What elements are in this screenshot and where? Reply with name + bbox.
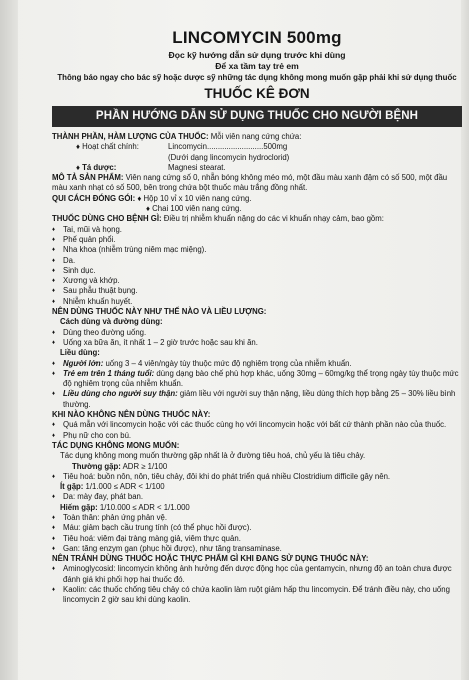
side-effects-intro: Tác dụng không mong muốn thường gặp nhất là ở đường tiêu hoá, chủ yếu là tiêu chảy. [60, 451, 366, 461]
bullet-icon: ♦ [52, 360, 56, 367]
composition-section [52, 132, 462, 173]
page-right-edge [461, 0, 469, 680]
page-left-edge [0, 0, 18, 680]
adult-dose-item [52, 359, 462, 369]
active-note: (Dưới dạng lincomycin hydroclorid) [168, 152, 290, 162]
bullet-icon: ♦ [52, 514, 56, 521]
bullet-icon: ♦ [52, 535, 56, 542]
dosage-heading: NÊN DÙNG THUỐC NÀY NHƯ THẾ NÀO VÀ LIỀU LƯỢNG: [52, 307, 267, 317]
list-item: ♦ Tai, mũi và họng. [52, 224, 122, 234]
bullet-icon: ♦ [76, 142, 83, 152]
active-label: Hoạt chất chính: [82, 142, 139, 152]
renal-text: giảm liều với người suy thận nặng, liều dùng thích hợp bằng 25 – 30% liều bình thường. [63, 389, 456, 409]
uncommon-value: 1/1.000 ≤ ADR < 1/100 [83, 482, 165, 492]
active-ingredient-row [52, 142, 462, 163]
bullet-icon: ♦ [52, 566, 56, 573]
bullet-icon: ♦ [52, 257, 56, 264]
prescription-label: THUỐC KÊ ĐƠN [204, 86, 310, 101]
bullet-icon: ♦ [52, 391, 56, 398]
common-value: ADR ≥ 1/100 [120, 461, 168, 471]
bullet-icon: ♦ [52, 247, 56, 254]
list-item: ♦ Aminoglycosid: lincomycin không ảnh hưởng đến dược động học của gentamycin, nhưng độ an toàn chưa được đánh giá khi phối hợp hai thuốc đó. [52, 564, 452, 584]
list-item: ♦ Nhiễm khuẩn huyết. [52, 296, 133, 306]
report-side-effects-line: Thông báo ngay cho bác sỹ hoặc dược sỹ những tác dụng không mong muốn gặp phải khi sử dụng thuốc [57, 73, 457, 82]
list-item: ♦ Kaolin: các thuốc chống tiêu chảy có chứa kaolin làm ruột giảm hấp thu lincomycin. Để tránh điều này, cho uống lincomycin 2 giờ sau khi dùng kaolin. [52, 585, 450, 605]
bullet-icon: ♦ [52, 288, 56, 295]
side-effects-section [52, 441, 462, 554]
list-item: ♦ Sinh dục. [52, 265, 96, 275]
list-item: ♦ Gan: tăng enzym gan (phục hồi được), như tăng transaminase. [52, 543, 282, 553]
list-item: ♦ Tiêu hoá: viêm đại tràng màng giả, viêm thực quản. [52, 533, 241, 543]
bullet-icon: ♦ [52, 525, 56, 532]
packaging-heading: QUI CÁCH ĐÓNG GÓI: [52, 193, 136, 203]
list-item: ♦ Sau phẫu thuật bụng. [52, 286, 138, 296]
excipient-row [52, 163, 462, 173]
bullet-icon: ♦ [52, 494, 56, 501]
contraindications-heading: KHI NÀO KHÔNG NÊN DÙNG THUỐC NÀY: [52, 410, 211, 420]
bullet-icon: ♦ [52, 422, 56, 429]
list-item: ♦ Xương và khớp. [52, 276, 120, 286]
excipient-value: Magnesi stearat. [168, 162, 226, 172]
excipient-label: Tá dược: [82, 162, 117, 172]
child-label: Trẻ em trên 1 tháng tuổi: [63, 368, 155, 378]
dose-heading: Liều dùng: [60, 348, 100, 358]
interactions-heading: NÊN TRÁNH DÙNG THUỐC HOẶC THỰC PHẨM GÌ KHI ĐANG SỬ DỤNG THUỐC NÀY: [52, 554, 369, 564]
list-item: ♦ Tiêu hoá: buồn nôn, nôn, tiêu chảy, đôi khi do phát triển quá nhiều Clostridium difficile gây nên. [52, 471, 391, 481]
composition-text: Mỗi viên nang cứng chứa: [208, 132, 302, 141]
bullet-icon: ♦ [137, 193, 142, 203]
indications-text: Điều trị nhiễm khuẩn nặng do các vi khuẩn nhạy cảm, bao gồm: [161, 214, 384, 224]
read-instructions-line: Đọc kỹ hướng dẫn sử dụng trước khi dùng [168, 50, 346, 60]
bullet-icon: ♦ [52, 587, 56, 594]
adult-text: uống 3 – 4 viên/ngày tùy thuộc mức độ nghiêm trọng của nhiễm khuẩn. [103, 358, 352, 368]
bullet-icon: ♦ [52, 473, 56, 480]
bullet-icon: ♦ [76, 162, 83, 172]
contraindications-section [52, 410, 462, 441]
interactions-section [52, 554, 462, 605]
list-item: ♦ Toàn thân: phản ứng phản vệ. [52, 512, 168, 522]
bullet-icon: ♦ [52, 370, 56, 377]
bullet-icon: ♦ [52, 236, 56, 243]
packaging-item: Chai 100 viên nang cứng. [152, 204, 242, 214]
packaging-section [52, 194, 462, 215]
bullet-icon: ♦ [52, 267, 56, 274]
active-value: Lincomycin..........................500mg [168, 142, 288, 152]
patient-guide-banner: PHẦN HƯỚNG DẪN SỬ DỤNG THUỐC CHO NGƯỜI BỆNH [52, 106, 462, 127]
keep-away-line: Để xa tầm tay trẻ em [215, 61, 299, 71]
description-section [52, 173, 462, 194]
uncommon-label: Ít gặp: [60, 482, 84, 492]
renal-label: Liều dùng cho người suy thận: [63, 389, 178, 399]
bullet-icon: ♦ [52, 298, 56, 305]
rare-label: Hiếm gặp: [60, 502, 98, 512]
indications-section [52, 214, 462, 307]
child-text: dùng dạng bào chế phù hợp khác, uống 30mg – 60mg/kg thể trọng ngày tùy thuộc mức độ nghiêm trọng của nhiễm khuẩn. [63, 368, 459, 389]
list-item: ♦ Da: mày đay, phát ban. [52, 492, 144, 502]
list-item: ♦ Uống xa bữa ăn, ít nhất 1 – 2 giờ trước hoặc sau khi ăn. [52, 337, 258, 347]
list-item: ♦ Dùng theo đường uống. [52, 327, 147, 337]
composition-heading: THÀNH PHẦN, HÀM LƯỢNG CỦA THUỐC: [52, 132, 209, 141]
description-text: Viên nang cứng số 0, nhẵn bóng không méo mó, một đầu màu xanh đậm có số 500, một đầu màu xanh nhạt có số 500, bên trong chứa bột thuốc màu trắng đồng nhất. [52, 173, 448, 193]
list-item: ♦ Da. [52, 255, 76, 265]
leaflet-content [52, 28, 462, 606]
child-dose-item [52, 369, 462, 390]
list-item: ♦ Quá mẫn với lincomycin hoặc với các thuốc cùng họ với lincomycin hoặc với bất cứ thành phần nào của thuốc. [52, 420, 447, 430]
bullet-icon: ♦ [52, 545, 56, 552]
list-item: ♦ Phế quản phổi. [52, 234, 116, 244]
side-effects-heading: TÁC DỤNG KHÔNG MONG MUỐN: [52, 440, 180, 450]
renal-dose-item [52, 389, 462, 410]
bullet-icon: ♦ [52, 226, 56, 233]
adult-label: Người lớn: [63, 358, 104, 368]
description-heading: MÔ TẢ SẢN PHẨM: [52, 173, 124, 183]
bullet-icon: ♦ [52, 432, 56, 439]
dosage-section [52, 307, 462, 410]
bullet-icon: ♦ [52, 329, 56, 336]
indications-heading: THUỐC DÙNG CHO BỆNH GÌ: [52, 214, 162, 224]
rare-value: 1/10.000 ≤ ADR < 1/1.000 [97, 502, 190, 512]
leaflet-header [52, 28, 462, 102]
list-item: ♦ Phụ nữ cho con bú. [52, 430, 132, 440]
common-label: Thường gặp: [72, 461, 121, 471]
packaging-item: Hộp 10 vỉ x 10 viên nang cứng. [143, 193, 252, 203]
product-title: LINCOMYCIN 500mg [172, 28, 342, 47]
list-item: ♦ Máu: giảm bạch cầu trung tính (có thể phục hồi được). [52, 523, 252, 533]
bullet-icon: ♦ [52, 339, 56, 346]
route-heading: Cách dùng và đường dùng: [60, 317, 163, 327]
bullet-icon: ♦ [52, 278, 56, 285]
bullet-icon: ♦ [146, 204, 150, 214]
list-item: ♦ Nha khoa (nhiễm trùng niêm mạc miệng). [52, 245, 207, 255]
